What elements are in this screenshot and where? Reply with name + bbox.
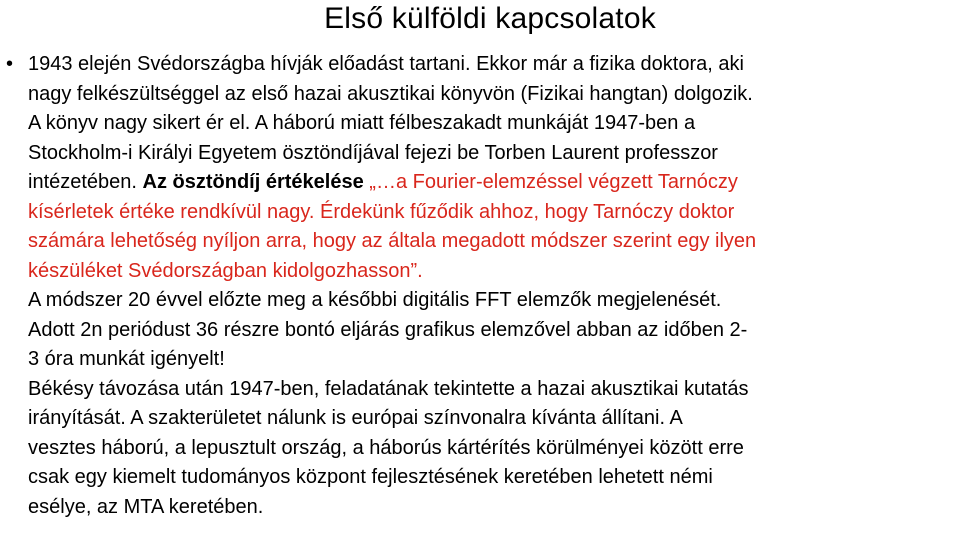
quote-text: „…a Fourier-elemzéssel végzett Tarnóczy: [369, 171, 738, 193]
text-line: A könyv nagy sikert ér el. A háború miatt félbeszakadt munkáját 1947-ben a: [28, 112, 696, 134]
text-line-mixed: [28, 168, 952, 198]
bold-text: Az ösztöndíj értékelése: [142, 171, 370, 193]
bullet-icon: •: [6, 53, 14, 75]
text-line: nagy felkészültséggel az első hazai akusztikai könyvön (Fizikai hangtan) dolgozik.: [28, 82, 753, 105]
text-line: 1943 elején Svédországba hívják előadást tartani. Ekkor már a fizika doktora, aki: [28, 53, 744, 75]
text-line: A módszer 20 évvel előzte meg a későbbi digitális FFT elemzők megjelenését.: [28, 289, 722, 311]
text-line: irányítását. A szakterületet nálunk is európai színvonalra kívánta állítani. A: [28, 407, 683, 429]
quote-line: készüléket Svédországban kidolgozhasson”.: [28, 259, 423, 282]
quote-line: kísérletek értéke rendkívül nagy. Érdekünk fűződik ahhoz, hogy Tarnóczy doktor: [28, 200, 735, 223]
text-line: vesztes háború, a lepusztult ország, a háborús kártérítés körülményei között erre: [28, 436, 744, 459]
quote-line: számára lehetőség nyíljon arra, hogy az általa megadott módszer szerint egy ilyen: [28, 230, 757, 252]
text-line: Stockholm-i Királyi Egyetem ösztöndíjával fejezi be Torben Laurent professzor: [28, 141, 718, 164]
text-line: csak egy kiemelt tudományos központ fejlesztésének keretében lehetett némi: [28, 466, 713, 488]
slide-body: [6, 50, 952, 522]
slide-title: Első külföldi kapcsolatok: [324, 2, 656, 35]
text-line: Adott 2n periódust 36 részre bontó eljárás grafikus elemzővel abban az időben 2-: [28, 318, 748, 341]
text-line: esélye, az MTA keretében.: [28, 495, 264, 518]
text-line: Békésy távozása után 1947-ben, feladatának tekintette a hazai akusztikai kutatás: [28, 377, 749, 400]
bullet-item: [6, 50, 952, 522]
plain-text: intézetében.: [28, 171, 143, 193]
text-line: 3 óra munkát igényelt!: [28, 348, 225, 370]
